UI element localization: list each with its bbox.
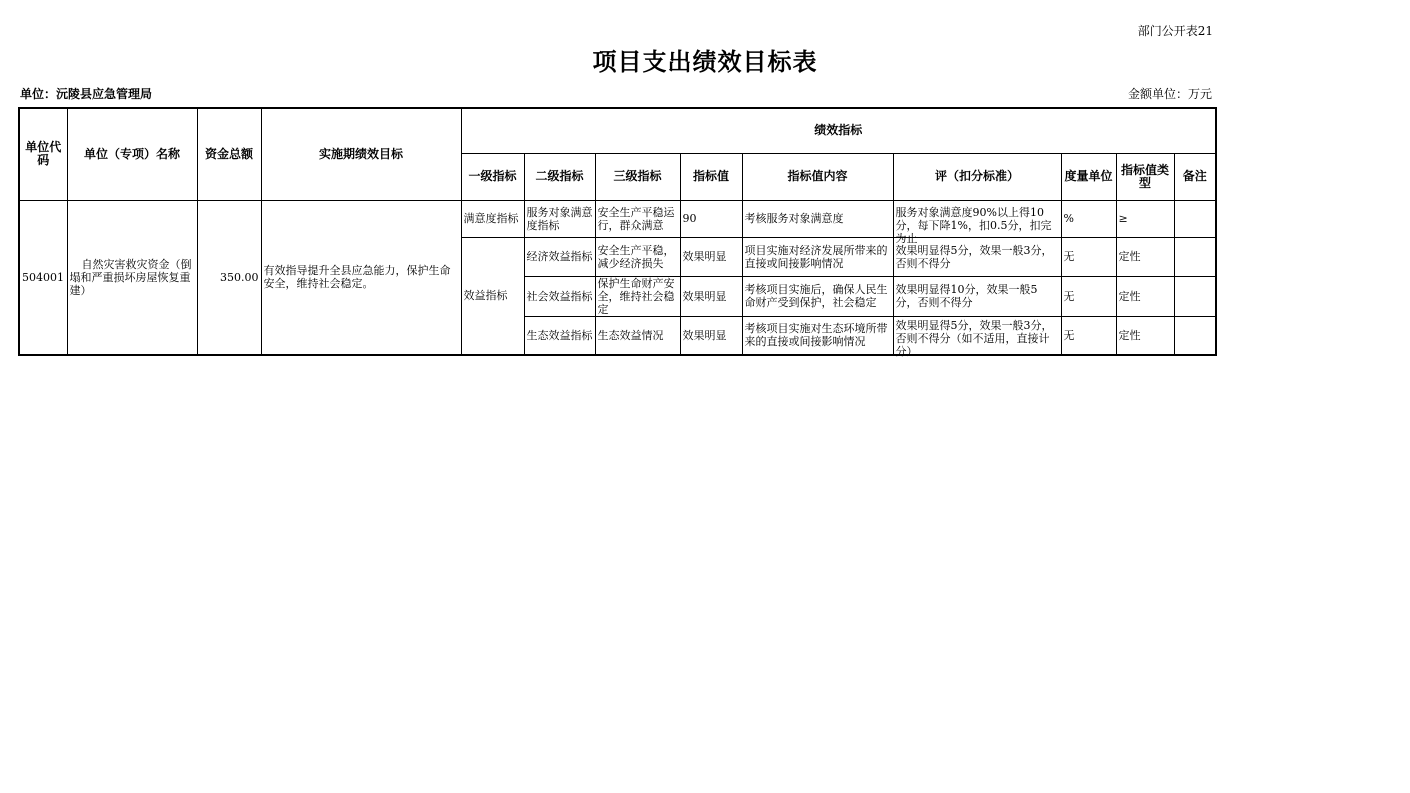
level2-cell: 生态效益指标 xyxy=(524,316,595,355)
content-cell: 考核项目实施后，确保人民生命财产受到保护，社会稳定 xyxy=(742,276,893,316)
unit-cell: 无 xyxy=(1061,316,1116,355)
unit-cell: 无 xyxy=(1061,276,1116,316)
scoring-cell: 效果明显得10分，效果一般5分，否则不得分 xyxy=(893,276,1061,316)
remark-cell xyxy=(1174,316,1216,355)
level2-cell: 服务对象满意度指标 xyxy=(524,200,595,237)
remark-cell xyxy=(1174,200,1216,237)
type-cell: 定性 xyxy=(1116,316,1174,355)
col-unit-code: 单位代码 xyxy=(19,108,67,200)
col-scoring: 评（扣分标准） xyxy=(893,153,1061,200)
unit-code-cell: 504001 xyxy=(19,200,67,355)
value-cell: 90 xyxy=(680,200,742,237)
unit-name-cell: 自然灾害救灾资金（倒塌和严重损坏房屋恢复重建） xyxy=(67,200,197,355)
col-value: 指标值 xyxy=(680,153,742,200)
total-funds-cell: 350.00 xyxy=(197,200,261,355)
type-cell: 定性 xyxy=(1116,276,1174,316)
content-cell: 考核项目实施对生态环境所带来的直接或间接影响情况 xyxy=(742,316,893,355)
type-cell: 定性 xyxy=(1116,237,1174,276)
level3-cell: 保护生命财产安全，维持社会稳定 xyxy=(595,276,680,316)
page-title: 项目支出绩效目标表 xyxy=(592,48,818,76)
scoring-cell: 效果明显得5分，效果一般3分，否则不得分 xyxy=(893,237,1061,276)
level1-cell: 满意度指标 xyxy=(461,200,524,237)
value-cell: 效果明显 xyxy=(680,276,742,316)
col-period-goal: 实施期绩效目标 xyxy=(261,108,461,200)
col-unit-name: 单位（专项）名称 xyxy=(67,108,197,200)
unit-cell: 无 xyxy=(1061,237,1116,276)
col-level2: 二级指标 xyxy=(524,153,595,200)
col-measure-unit: 度量单位 xyxy=(1061,153,1116,200)
level2-cell: 经济效益指标 xyxy=(524,237,595,276)
value-cell: 效果明显 xyxy=(680,237,742,276)
level1-cell: 效益指标 xyxy=(461,237,524,355)
level3-cell: 生态效益情况 xyxy=(595,316,680,355)
col-total-funds: 资金总额 xyxy=(197,108,261,200)
level3-cell: 安全生产平稳运行，群众满意 xyxy=(595,200,680,237)
level3-cell: 安全生产平稳，减少经济损失 xyxy=(595,237,680,276)
col-level3: 三级指标 xyxy=(595,153,680,200)
col-level1: 一级指标 xyxy=(461,153,524,200)
content-cell: 考核服务对象满意度 xyxy=(742,200,893,237)
type-cell: ≥ xyxy=(1116,200,1174,237)
col-value-type: 指标值类型 xyxy=(1116,153,1174,200)
scoring-cell: 服务对象满意度90%以上得10分，每下降1%，扣0.5分，扣完为止 xyxy=(893,200,1061,237)
money-unit-label: 金额单位：万元 xyxy=(1127,87,1212,101)
value-cell: 效果明显 xyxy=(680,316,742,355)
unit-label: 单位：沅陵县应急管理局 xyxy=(20,87,153,101)
performance-table xyxy=(18,107,1217,356)
content-cell: 项目实施对经济发展所带来的直接或间接影响情况 xyxy=(742,237,893,276)
period-goal-cell: 有效指导提升全县应急能力，保护生命安全，维持社会稳定。 xyxy=(261,200,461,355)
col-perf-indicators: 绩效指标 xyxy=(461,108,1216,153)
level2-cell: 社会效益指标 xyxy=(524,276,595,316)
header-row-1 xyxy=(19,108,1216,153)
remark-cell xyxy=(1174,276,1216,316)
table-row xyxy=(19,200,1216,237)
scoring-cell: 效果明显得5分，效果一般3分，否则不得分（如不适用，直接计分） xyxy=(893,316,1061,355)
col-value-content: 指标值内容 xyxy=(742,153,893,200)
remark-cell xyxy=(1174,237,1216,276)
form-number: 部门公开表21 xyxy=(1137,24,1213,38)
col-remark: 备注 xyxy=(1174,153,1216,200)
unit-cell: % xyxy=(1061,200,1116,237)
